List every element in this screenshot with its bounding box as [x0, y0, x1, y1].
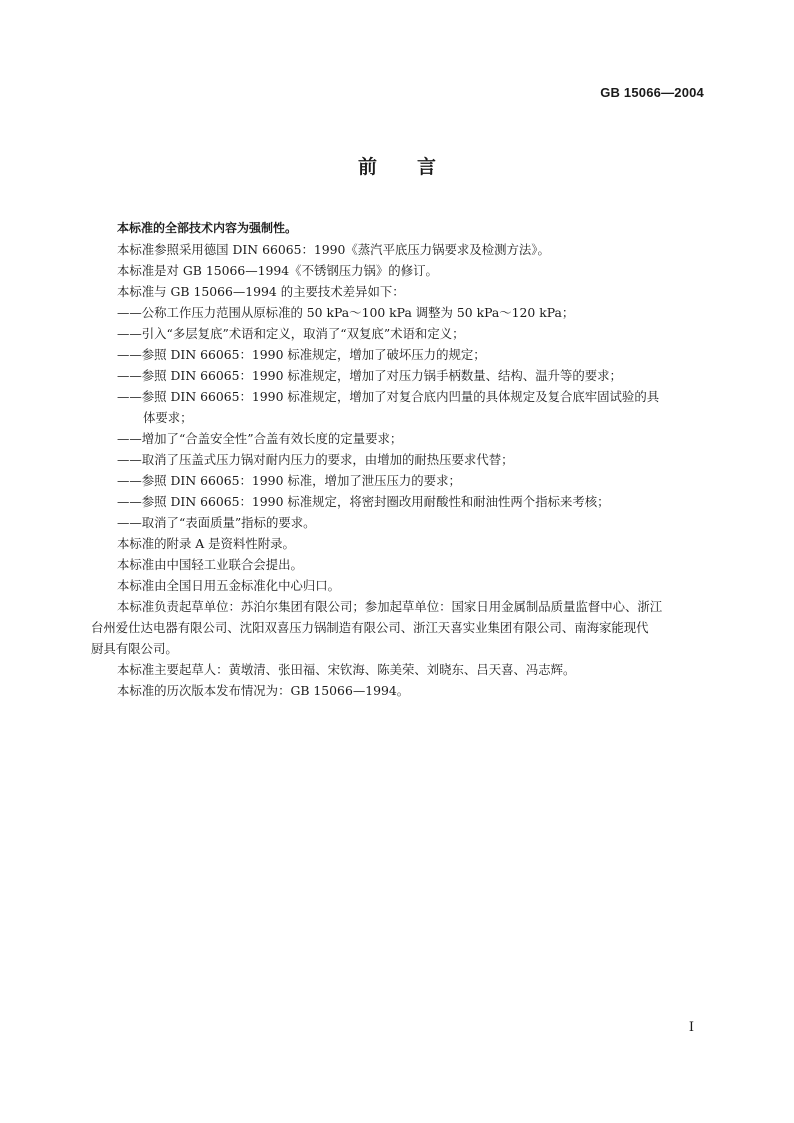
list-item: ——增加了“合盖安全性”合盖有效长度的定量要求； [117, 431, 403, 446]
paragraph: 本标准的附录 A 是资料性附录。 [117, 536, 295, 551]
paragraph-continuation: 台州爱仕达电器有限公司、沈阳双喜压力锅制造有限公司、浙江天喜实业集团有限公司、南海家能现代 [91, 620, 649, 635]
list-item: ——引入“多层复底”术语和定义，取消了“双复底”术语和定义； [117, 326, 465, 341]
list-item: ——参照 DIN 66065：1990 标准规定，增加了对复合底内凹量的具体规定及复合底牢固试验的具 [117, 389, 660, 404]
paragraph: 本标准由中国轻工业联合会提出。 [117, 557, 303, 572]
paragraph: 本标准由全国日用五金标准化中心归口。 [117, 578, 341, 593]
paragraph: 本标准参照采用德国 DIN 66065：1990《蒸汽平底压力锅要求及检测方法》。 [117, 242, 550, 257]
standard-code: GB 15066—2004 [600, 85, 704, 100]
paragraph: 本标准是对 GB 15066—1994《不锈钢压力锅》的修订。 [117, 263, 438, 278]
list-item: ——参照 DIN 66065：1990 标准规定，增加了破坏压力的规定； [117, 347, 486, 362]
page-number: I [688, 1020, 694, 1035]
list-item: ——参照 DIN 66065：1990 标准规定，增加了对压力锅手柄数量、结构、温升等的要求； [117, 368, 622, 383]
page-title: 前言 [357, 156, 476, 178]
list-item: ——取消了压盖式压力锅对耐内压力的要求，由增加的耐热压要求代替； [117, 452, 514, 467]
paragraph-mandatory: 本标准的全部技术内容为强制性。 [117, 221, 298, 235]
paragraph: 本标准负责起草单位：苏泊尔集团有限公司；参加起草单位：国家日用金属制品质量监督中心、浙江 [117, 599, 663, 614]
list-item: ——公称工作压力范围从原标准的 50 kPa～100 kPa 调整为 50 kPa～120 kPa； [117, 305, 575, 320]
list-item-continuation: 体要求； [143, 410, 193, 425]
list-item: ——参照 DIN 66065：1990 标准，增加了泄压压力的要求； [117, 473, 461, 488]
document-body [91, 218, 705, 701]
paragraph: 本标准与 GB 15066—1994 的主要技术差异如下： [117, 284, 405, 299]
list-item: ——参照 DIN 66065：1990 标准规定，将密封圈改用耐酸性和耐油性两个指标来考核； [117, 494, 610, 509]
paragraph: 本标准的历次版本发布情况为：GB 15066—1994。 [117, 683, 410, 698]
list-item: ——取消了“表面质量”指标的要求。 [117, 515, 316, 530]
paragraph-continuation: 厨具有限公司。 [91, 641, 178, 656]
paragraph: 本标准主要起草人：黄墩清、张田福、宋钦海、陈美荣、刘晓东、吕天喜、冯志辉。 [117, 662, 576, 677]
